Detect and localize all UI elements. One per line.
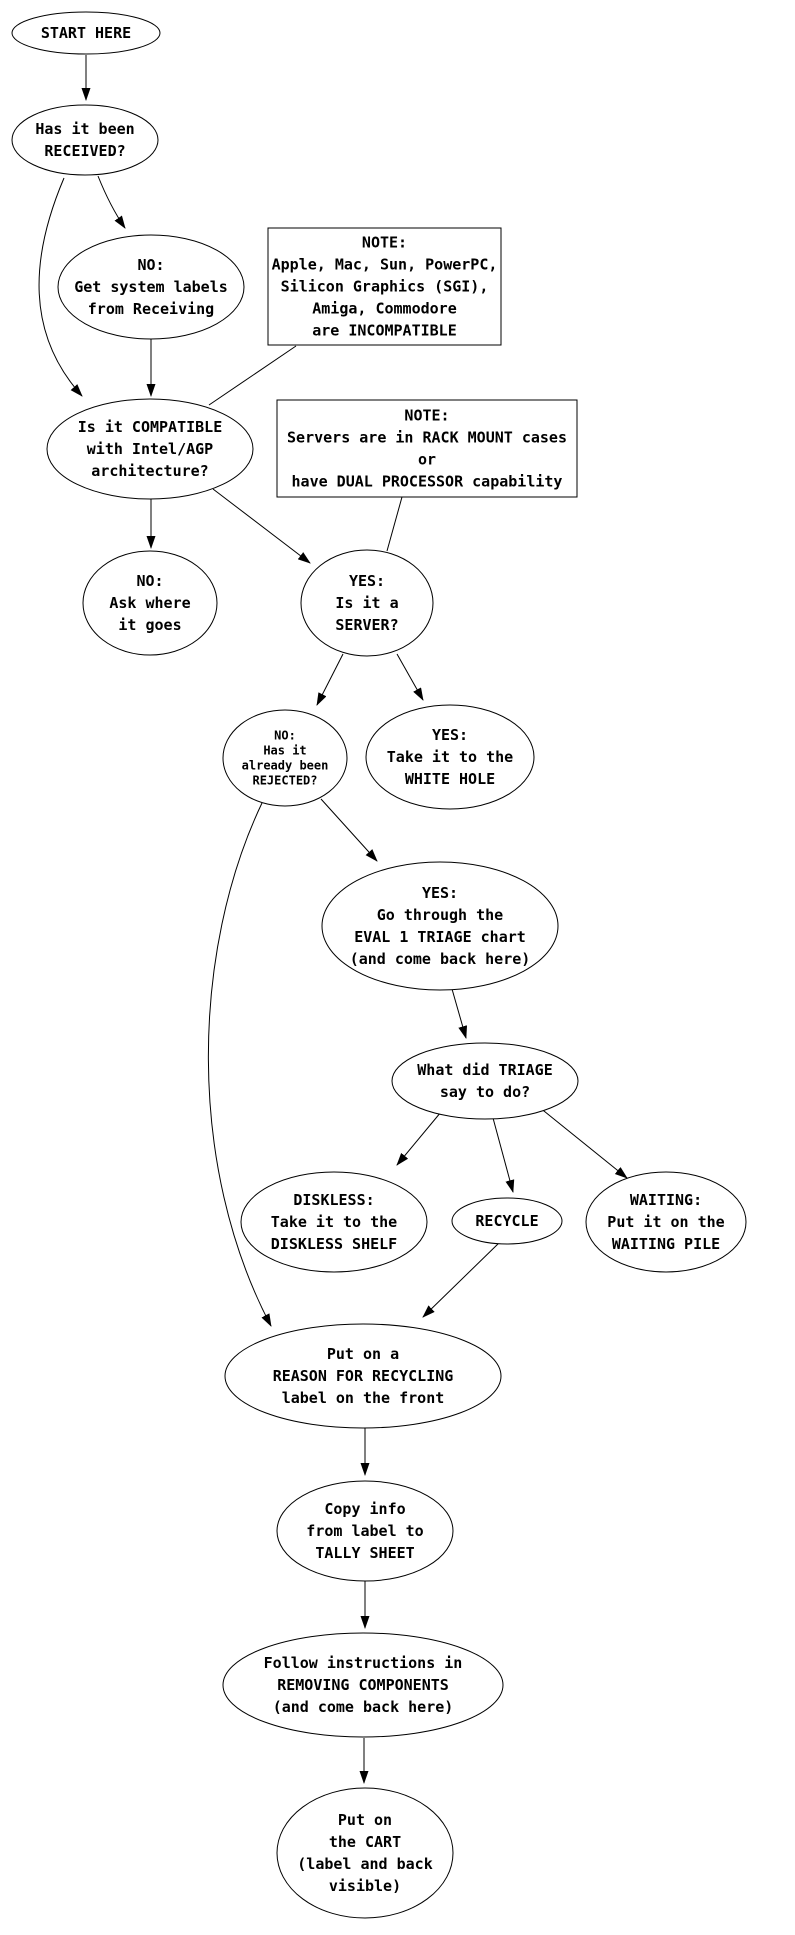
edge-compatible-to-server: [213, 489, 310, 563]
node-label-line: Is it COMPATIBLE: [77, 418, 223, 437]
node-label-line: Copy info: [324, 1500, 406, 1519]
node-waiting-pile: [586, 1172, 746, 1272]
node-label-line: REMOVING COMPONENTS: [277, 1676, 449, 1695]
node-label-line: WAITING PILE: [611, 1235, 721, 1254]
node-label-line: already been: [241, 758, 329, 773]
node-label-line: from Receiving: [87, 300, 215, 319]
node-label-line: NO:: [274, 728, 296, 743]
node-is-it-compatible: [47, 399, 253, 499]
edge-server-to-white-hole: [397, 654, 423, 700]
node-label-line: it goes: [118, 616, 182, 635]
node-label-line: RECEIVED?: [44, 142, 126, 161]
node-label-line: Apple, Mac, Sun, PowerPC,: [271, 255, 498, 274]
node-what-did-triage-say: [392, 1043, 578, 1119]
node-note-servers: [277, 400, 577, 497]
edge-recycle-to-reason: [423, 1241, 501, 1317]
node-label-line: architecture?: [91, 462, 209, 481]
node-label-line: from label to: [306, 1522, 424, 1541]
node-label-line: visible): [328, 1877, 402, 1896]
node-get-system-labels: [58, 235, 244, 339]
node-shape-ellipse: [277, 1788, 453, 1918]
node-label-line: say to do?: [439, 1083, 531, 1102]
edge-what-triage-to-diskless: [397, 1112, 441, 1165]
node-shape-ellipse: [392, 1043, 578, 1119]
node-label-line: Servers are in RACK MOUNT cases: [287, 428, 567, 447]
node-label-line: with Intel/AGP: [86, 440, 214, 459]
node-label-line: EVAL 1 TRIAGE chart: [354, 928, 526, 947]
node-label-line: REJECTED?: [252, 773, 318, 788]
node-label-line: Silicon Graphics (SGI),: [280, 277, 489, 296]
node-is-it-a-server: [301, 550, 433, 656]
node-label-line: have DUAL PROCESSOR capability: [291, 472, 563, 491]
node-shape-ellipse: [12, 105, 158, 175]
node-label-line: or: [417, 450, 437, 469]
node-label-line: (and come back here): [349, 950, 531, 969]
node-label-line: (label and back: [297, 1855, 433, 1874]
edge-rejected-to-triage: [321, 799, 377, 861]
edge-note2-to-server: [387, 497, 402, 551]
node-label-line: NO:: [136, 572, 164, 591]
node-tally-sheet: [277, 1481, 453, 1581]
node-label-line: What did TRIAGE: [417, 1061, 553, 1080]
edge-received-to-get-labels: [98, 176, 125, 228]
node-label-line: Get system labels: [74, 278, 228, 297]
node-label-line: NO:: [137, 256, 165, 275]
edge-triage-to-what-triage: [452, 989, 466, 1038]
node-label-line: WHITE HOLE: [404, 770, 496, 789]
node-label-line: YES:: [431, 726, 469, 745]
node-label-line: Is it a: [335, 594, 399, 613]
node-white-hole: [366, 705, 534, 809]
node-reason-for-recycling: [225, 1324, 501, 1428]
node-label-line: NOTE:: [404, 406, 450, 425]
node-ask-where-it-goes: [83, 551, 217, 655]
node-label-line: YES:: [348, 572, 386, 591]
node-note-incompatible: [268, 228, 501, 345]
node-label-line: label on the front: [281, 1389, 445, 1408]
node-label-line: START HERE: [40, 24, 132, 43]
node-label-line: DISKLESS:: [293, 1191, 375, 1210]
node-label-line: Put it on the: [607, 1213, 725, 1232]
node-label-line: (and come back here): [272, 1698, 454, 1717]
node-already-been-rejected: [223, 710, 347, 806]
node-shape-ellipse: [322, 862, 558, 990]
node-label-line: Go through the: [376, 906, 504, 925]
node-label-line: Put on: [337, 1811, 393, 1830]
edge-note1-to-compatible: [209, 346, 296, 405]
node-label-line: REASON FOR RECYCLING: [272, 1367, 454, 1386]
node-label-line: SERVER?: [335, 616, 399, 635]
node-label-line: Put on a: [326, 1345, 400, 1364]
node-label-line: Has it: [263, 743, 307, 758]
node-put-on-the-cart: [277, 1788, 453, 1918]
node-diskless-shelf: [241, 1172, 427, 1272]
node-label-line: Ask where: [109, 594, 191, 613]
node-label-line: YES:: [421, 884, 459, 903]
node-label-line: Take it to the: [386, 748, 514, 767]
node-label-line: are INCOMPATIBLE: [312, 321, 457, 340]
node-label-line: the CART: [328, 1833, 402, 1852]
edge-what-triage-to-recycle: [493, 1118, 513, 1192]
node-label-line: NOTE:: [361, 233, 408, 252]
node-eval-1-triage: [322, 862, 558, 990]
node-label-line: DISKLESS SHELF: [270, 1235, 398, 1254]
node-label-line: Has it been: [35, 120, 135, 139]
node-recycle: [452, 1198, 562, 1244]
node-label-line: Follow instructions in: [263, 1654, 463, 1673]
edge-what-triage-to-waiting: [539, 1107, 627, 1178]
node-label-line: WAITING:: [629, 1191, 703, 1210]
node-has-it-been-received: [12, 105, 158, 175]
node-label-line: TALLY SHEET: [315, 1544, 415, 1563]
node-start-here: [12, 12, 160, 54]
node-label-line: Take it to the: [270, 1213, 398, 1232]
node-removing-components: [223, 1633, 503, 1737]
edge-server-to-rejected: [317, 654, 343, 705]
node-label-line: Amiga, Commodore: [312, 299, 457, 318]
node-label-line: RECYCLE: [475, 1212, 539, 1231]
